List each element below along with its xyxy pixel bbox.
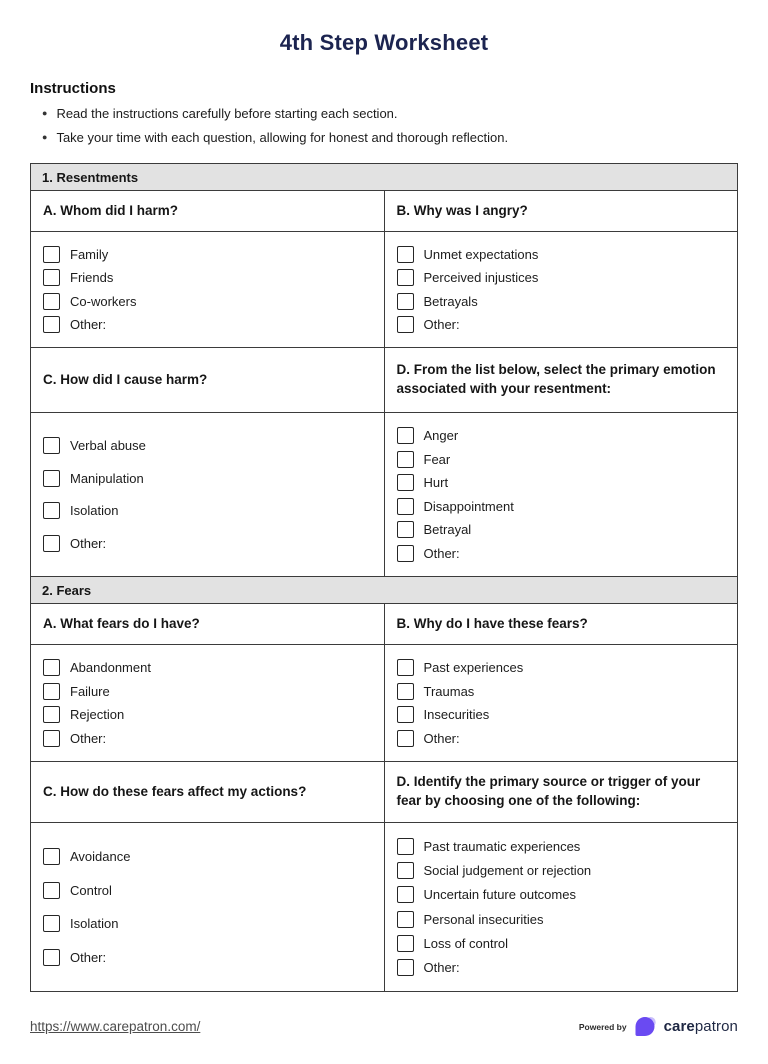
checkbox[interactable] [43, 949, 60, 966]
checkbox-label: Isolation [70, 503, 119, 519]
checkbox-option[interactable] [43, 659, 372, 676]
checkbox-label: Other: [70, 730, 107, 746]
checkbox-option[interactable] [397, 545, 726, 562]
checkbox-label: Rejection [70, 707, 125, 723]
checkbox[interactable] [43, 848, 60, 865]
checkbox-option[interactable] [397, 269, 726, 286]
options-row [31, 413, 737, 577]
checkbox-label: Other: [423, 730, 460, 746]
checkbox-label: Control [70, 882, 112, 898]
checkbox-label: Family [70, 247, 109, 263]
checkbox-option[interactable] [397, 886, 726, 903]
checkbox[interactable] [397, 316, 414, 333]
checkbox-option[interactable] [43, 535, 372, 552]
section-header-resentments [31, 164, 737, 191]
instruction-item [30, 130, 738, 145]
checkbox[interactable] [43, 502, 60, 519]
bullet-icon: ● [42, 108, 48, 118]
options-row [31, 823, 737, 991]
options-cell [384, 645, 738, 761]
checkbox[interactable] [43, 437, 60, 454]
checkbox-label: Past traumatic experiences [423, 839, 581, 855]
options-cell [31, 413, 384, 576]
checkbox-label: Other: [423, 959, 460, 975]
checkbox[interactable] [43, 659, 60, 676]
checkbox-option[interactable] [397, 683, 726, 700]
question-a: A. What fears do I have? [43, 615, 200, 631]
question-b: B. Why was I angry? [384, 191, 738, 231]
checkbox-label: Hurt [423, 475, 449, 491]
question-row [31, 191, 737, 232]
checkbox-label: Fear [423, 451, 451, 467]
checkbox[interactable] [397, 706, 414, 723]
checkbox[interactable] [397, 886, 414, 903]
checkbox-option[interactable] [397, 498, 726, 515]
checkbox-label: Loss of control [423, 935, 509, 951]
checkbox-option[interactable] [43, 915, 372, 932]
checkbox[interactable] [397, 474, 414, 491]
carepatron-link[interactable]: https://www.carepatron.com/ [30, 1019, 201, 1034]
options-cell [31, 645, 384, 761]
options-cell [384, 413, 738, 576]
checkbox-option[interactable] [43, 730, 372, 747]
checkbox-label: Failure [70, 683, 110, 699]
checkbox-label: Unmet expectations [423, 247, 539, 263]
checkbox[interactable] [43, 915, 60, 932]
brand-regular: patron [694, 1018, 738, 1035]
checkbox-option[interactable] [397, 521, 726, 538]
checkbox-label: Other: [70, 316, 107, 332]
checkbox-label: Other: [423, 545, 460, 561]
instructions-heading: Instructions [30, 80, 116, 97]
checkbox[interactable] [397, 862, 414, 879]
carepatron-wordmark [664, 1018, 738, 1035]
brand-bold: care [663, 1018, 695, 1035]
checkbox-label: Social judgement or rejection [423, 863, 592, 879]
checkbox-label: Perceived injustices [423, 270, 539, 286]
checkbox-option[interactable] [43, 246, 372, 263]
options-row [31, 645, 737, 762]
checkbox-label: Co-workers [70, 293, 137, 309]
section-header-fears [31, 577, 737, 604]
checkbox-label: Friends [70, 270, 114, 286]
checkbox-option[interactable] [397, 427, 726, 444]
checkbox-option[interactable] [397, 959, 726, 976]
checkbox[interactable] [43, 470, 60, 487]
checkbox-label: Other: [423, 316, 460, 332]
checkbox-option[interactable] [43, 848, 372, 865]
checkbox-option[interactable] [43, 706, 372, 723]
checkbox-option[interactable] [397, 911, 726, 928]
instruction-text: Take your time with each question, allowing for honest and thorough reflection. [56, 130, 509, 145]
worksheet-table [30, 163, 738, 992]
powered-by [579, 1015, 738, 1038]
checkbox-label: Betrayal [423, 522, 472, 538]
instruction-item [30, 106, 738, 121]
checkbox[interactable] [43, 706, 60, 723]
instruction-text: Read the instructions carefully before starting each section. [56, 106, 398, 121]
checkbox-option[interactable] [397, 838, 726, 855]
checkbox-label: Avoidance [70, 848, 131, 864]
checkbox[interactable] [43, 246, 60, 263]
checkbox-label: Isolation [70, 916, 119, 932]
checkbox-label: Insecurities [423, 707, 490, 723]
checkbox-label: Disappointment [423, 498, 514, 514]
checkbox-option[interactable] [43, 502, 372, 519]
checkbox-option[interactable] [43, 269, 372, 286]
checkbox[interactable] [397, 659, 414, 676]
checkbox-label: Past experiences [423, 660, 524, 676]
checkbox-option[interactable] [43, 882, 372, 899]
checkbox[interactable] [397, 246, 414, 263]
checkbox[interactable] [397, 911, 414, 928]
checkbox[interactable] [397, 683, 414, 700]
checkbox-option[interactable] [397, 730, 726, 747]
checkbox-label: Anger [423, 428, 459, 444]
section-header-label: 2. Fears [42, 582, 92, 598]
question-d: D. From the list below, select the primary emotion associated with your resentment: [384, 348, 738, 412]
checkbox-option[interactable] [43, 293, 372, 310]
checkbox[interactable] [397, 427, 414, 444]
checkbox[interactable] [43, 730, 60, 747]
checkbox[interactable] [397, 498, 414, 515]
checkbox[interactable] [397, 838, 414, 855]
checkbox[interactable] [43, 683, 60, 700]
checkbox[interactable] [43, 269, 60, 286]
checkbox[interactable] [397, 451, 414, 468]
checkbox[interactable] [397, 935, 414, 952]
checkbox-option[interactable] [397, 706, 726, 723]
options-cell [384, 823, 738, 991]
checkbox[interactable] [397, 269, 414, 286]
page-title: 4th Step Worksheet [279, 30, 489, 55]
checkbox[interactable] [397, 730, 414, 747]
checkbox-option[interactable] [397, 935, 726, 952]
checkbox-label: Uncertain future outcomes [423, 887, 576, 903]
checkbox-option[interactable] [397, 316, 726, 333]
checkbox[interactable] [397, 545, 414, 562]
checkbox-option[interactable] [397, 862, 726, 879]
checkbox[interactable] [397, 959, 414, 976]
options-row [31, 232, 737, 348]
checkbox-option[interactable] [43, 316, 372, 333]
checkbox-option[interactable] [43, 683, 372, 700]
checkbox[interactable] [43, 882, 60, 899]
checkbox-option[interactable] [43, 470, 372, 487]
question-row [31, 348, 737, 413]
checkbox[interactable] [43, 535, 60, 552]
question-a: A. Whom did I harm? [43, 202, 178, 218]
checkbox-option[interactable] [43, 437, 372, 454]
question-row [31, 762, 737, 823]
checkbox-option[interactable] [397, 474, 726, 491]
checkbox[interactable] [43, 316, 60, 333]
checkbox-option[interactable] [397, 659, 726, 676]
checkbox-label: Verbal abuse [70, 437, 146, 453]
question-d: D. Identify the primary source or trigger of your fear by choosing one of the following: [384, 762, 738, 822]
bullet-icon: ● [42, 132, 48, 142]
options-cell [384, 232, 738, 347]
page-footer [30, 1015, 738, 1038]
checkbox-label: Manipulation [70, 470, 144, 486]
checkbox[interactable] [397, 293, 414, 310]
powered-by-label: Powered by [578, 1021, 627, 1032]
checkbox-label: Betrayals [423, 293, 478, 309]
question-c: C. How did I cause harm? [43, 371, 208, 387]
checkbox-option[interactable] [397, 293, 726, 310]
checkbox-option[interactable] [43, 949, 372, 966]
options-cell [31, 823, 384, 991]
question-row [31, 604, 737, 645]
checkbox-label: Abandonment [70, 660, 151, 676]
checkbox-option[interactable] [397, 451, 726, 468]
checkbox[interactable] [397, 521, 414, 538]
instructions-list [30, 106, 738, 145]
checkbox-label: Other: [70, 950, 107, 966]
checkbox-label: Other: [70, 536, 107, 552]
checkbox-option[interactable] [397, 246, 726, 263]
options-cell [31, 232, 384, 347]
question-c: C. How do these fears affect my actions? [43, 783, 307, 799]
carepatron-logo-icon [634, 1015, 657, 1038]
checkbox[interactable] [43, 293, 60, 310]
checkbox-label: Personal insecurities [423, 911, 544, 927]
question-b: B. Why do I have these fears? [384, 604, 738, 644]
checkbox-label: Traumas [423, 683, 475, 699]
section-header-label: 1. Resentments [42, 169, 139, 185]
